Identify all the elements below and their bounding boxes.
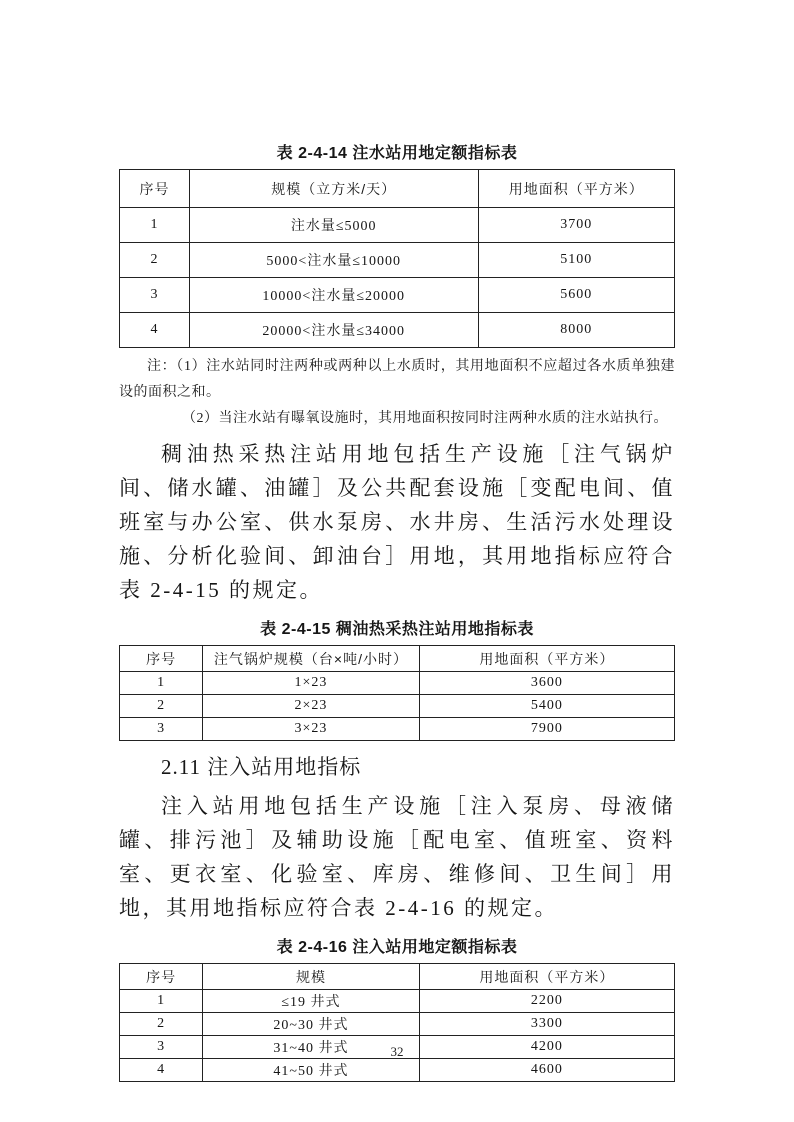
- table-cell: 2: [120, 695, 203, 718]
- table-cell: 20000<注水量≤34000: [189, 313, 478, 348]
- table-cell: 1: [120, 672, 203, 695]
- column-header: 用地面积（平方米）: [419, 964, 674, 990]
- table-cell: 5100: [478, 243, 674, 278]
- column-header: 用地面积（平方米）: [478, 170, 674, 208]
- section-heading-2-11: 2.11 注入站用地指标: [161, 755, 362, 779]
- column-header: 序号: [120, 646, 203, 672]
- table-cell: 7900: [419, 718, 674, 741]
- table-cell: 8000: [478, 313, 674, 348]
- table-cell: 3700: [478, 208, 674, 243]
- table-row: [120, 278, 675, 313]
- table-cell: 2200: [419, 990, 674, 1013]
- table-cell: 2×23: [203, 695, 419, 718]
- table-cell: 5400: [419, 695, 674, 718]
- table-cell: 1: [120, 990, 203, 1013]
- table-cell: 1: [120, 208, 190, 243]
- table-cell: 5000<注水量≤10000: [189, 243, 478, 278]
- paragraph-heavy-oil-station: 稠油热采热注站用地包括生产设施［注气锅炉间、储水罐、油罐］及公共配套设施［变配电间、值班室与办公室、供水泵房、水井房、生活污水处理设施、分析化验间、卸油台］用地，其用地指标应符合表 2-4-15 的规定。: [119, 442, 675, 602]
- column-header: 用地面积（平方米）: [419, 646, 674, 672]
- table-cell: 4: [120, 1059, 203, 1082]
- column-header: 序号: [120, 964, 203, 990]
- table-cell: 10000<注水量≤20000: [189, 278, 478, 313]
- table-cell: 2: [120, 243, 190, 278]
- table-cell: 41~50 井式: [203, 1059, 419, 1082]
- table-2-4-14: [119, 169, 675, 348]
- table-cell: 5600: [478, 278, 674, 313]
- table-cell: 4600: [419, 1059, 674, 1082]
- table-header-row: [120, 170, 675, 208]
- table-cell: 注水量≤5000: [189, 208, 478, 243]
- table-cell: 3: [120, 1036, 203, 1059]
- table-cell: 3: [120, 718, 203, 741]
- table-notes: [119, 354, 675, 432]
- table-cell: 3×23: [203, 718, 419, 741]
- table-row: [120, 208, 675, 243]
- column-header: 注气锅炉规模（台×吨/小时）: [203, 646, 419, 672]
- table-cell: 3: [120, 278, 190, 313]
- table-cell: 1×23: [203, 672, 419, 695]
- column-header: 规模（立方米/天）: [189, 170, 478, 208]
- table-row: [120, 990, 675, 1013]
- table-row: [120, 313, 675, 348]
- note-1: 注：（1）注水站同时注两种或两种以上水质时，其用地面积不应超过各水质单独建设的面积之和。: [119, 359, 675, 400]
- table-row: [120, 695, 675, 718]
- table-2-4-15-title: 表 2-4-15 稠油热采热注站用地指标表: [260, 621, 534, 638]
- table-row: [120, 243, 675, 278]
- table-2-4-16: [119, 963, 675, 1082]
- page-number: 32: [390, 1044, 404, 1059]
- table-header-row: [120, 964, 675, 990]
- table-cell: ≤19 井式: [203, 990, 419, 1013]
- column-header: 规模: [203, 964, 419, 990]
- table-cell: 31~40 井式: [203, 1036, 419, 1059]
- table-cell: 3600: [419, 672, 674, 695]
- table-2-4-15: [119, 645, 675, 741]
- table-row: [120, 672, 675, 695]
- note-2: （2）当注水站有曝氧设施时，其用地面积按同时注两种水质的注水站执行。: [182, 411, 668, 426]
- table-2-4-16-title: 表 2-4-16 注入站用地定额指标表: [276, 939, 518, 956]
- table-cell: 2: [120, 1013, 203, 1036]
- table-cell: 3300: [419, 1013, 674, 1036]
- table-cell: 20~30 井式: [203, 1013, 419, 1036]
- table-row: [120, 718, 675, 741]
- table-row: [120, 1059, 675, 1082]
- table-2-4-14-title: 表 2-4-14 注水站用地定额指标表: [276, 145, 518, 162]
- table-row: [120, 1013, 675, 1036]
- table-cell: 4: [120, 313, 190, 348]
- column-header: 序号: [120, 170, 190, 208]
- paragraph-injection-station: 注入站用地包括生产设施［注入泵房、母液储罐、排污池］及辅助设施［配电室、值班室、资料室、更衣室、化验室、库房、维修间、卫生间］用地，其用地指标应符合表 2-4-16 的规定。: [119, 794, 675, 920]
- table-cell: 4200: [419, 1036, 674, 1059]
- table-header-row: [120, 646, 675, 672]
